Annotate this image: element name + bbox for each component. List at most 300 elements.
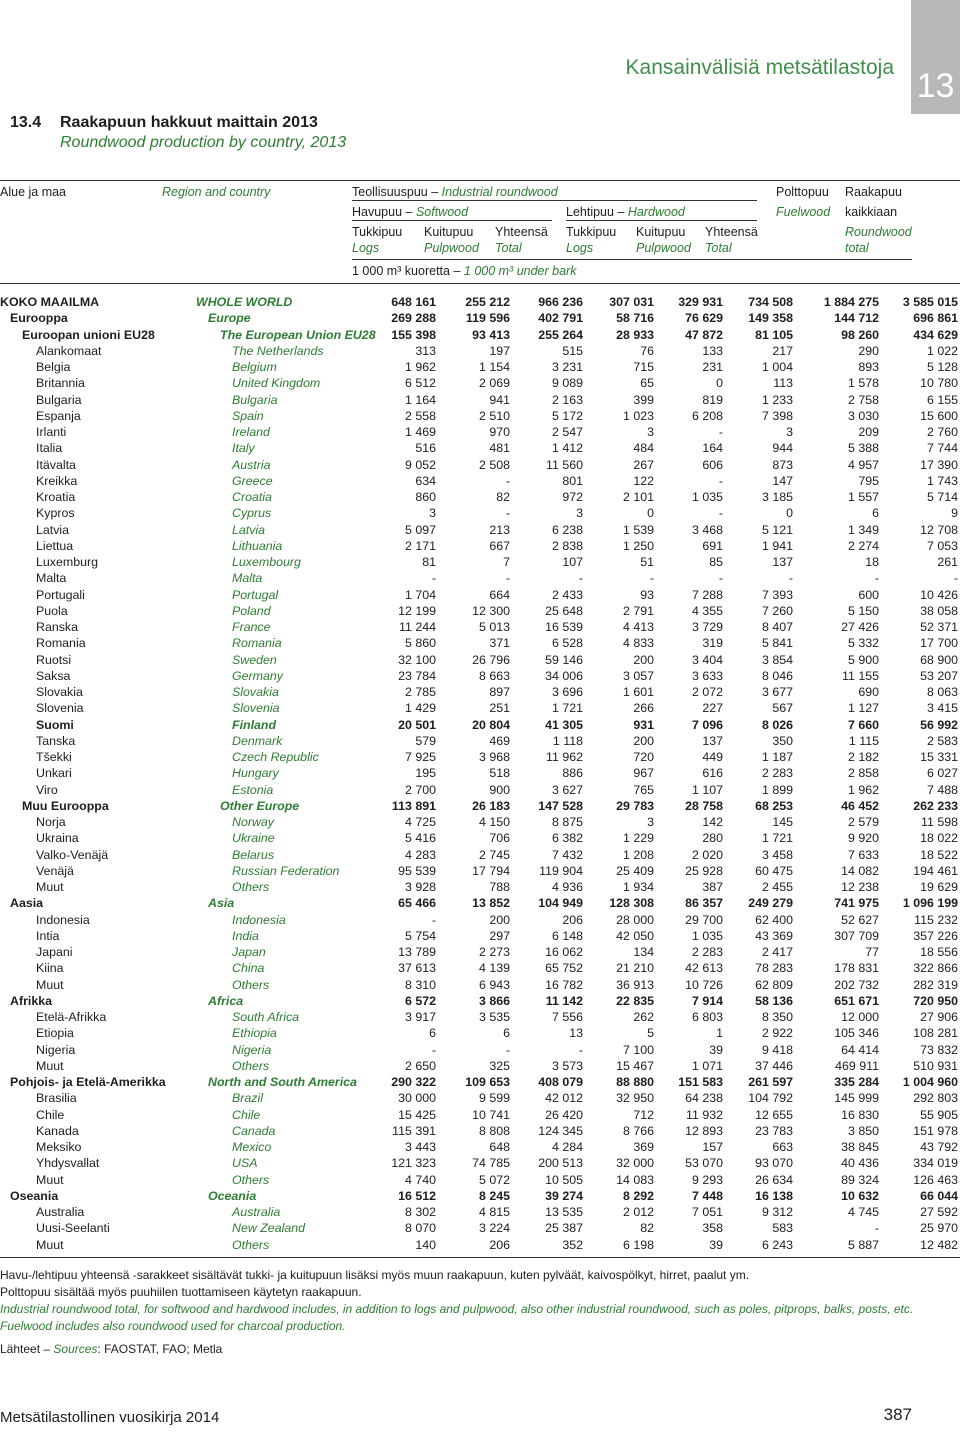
cell-value: 292 803 xyxy=(913,1091,958,1106)
table-row xyxy=(0,717,958,733)
cell-value: 6 xyxy=(503,1026,510,1041)
row-label-fi: Oseania xyxy=(10,1188,59,1203)
cell-value: 78 283 xyxy=(755,961,793,976)
col-soft-logs-fi: Tukkipuu xyxy=(352,225,403,239)
cell-value: 2 785 xyxy=(404,685,436,699)
cell-value: 231 xyxy=(702,360,723,374)
cell-value: 15 425 xyxy=(398,1107,436,1122)
cell-value: 616 xyxy=(702,766,723,781)
col-roundwood-en2: total xyxy=(845,241,869,255)
col-hard-total-en: Total xyxy=(705,241,732,255)
cell-value: 9 293 xyxy=(691,1172,723,1187)
table-row xyxy=(0,603,958,619)
cell-value: 20 501 xyxy=(398,717,436,732)
cell-value: 39 xyxy=(709,1237,723,1252)
cell-value: 23 784 xyxy=(398,668,436,683)
row-label-fi: Indonesia xyxy=(36,912,90,927)
cell-value: 104 949 xyxy=(538,896,583,911)
cell-value: 1 035 xyxy=(691,490,723,504)
note-en: Industrial roundwood total, for softwood and hardwood includes, in addition to logs and pulpwood, also other industrial roundwood, such as poles, pitprops, balks, posts, etc. Fuelwood includes also roundwood used for charcoal production. xyxy=(0,1302,914,1333)
cell-value: 36 913 xyxy=(616,977,654,992)
cell-value: 2 171 xyxy=(404,538,436,553)
cell-value: 2 283 xyxy=(761,766,793,781)
cell-value: 2 274 xyxy=(847,538,879,553)
data-table-body xyxy=(0,294,958,1253)
cell-value: 14 082 xyxy=(841,863,879,878)
row-label-fi: Japani xyxy=(36,945,73,959)
cell-value: 42 613 xyxy=(685,961,723,976)
table-row xyxy=(0,1107,958,1123)
row-label-fi: Eurooppa xyxy=(10,311,68,326)
cell-value: 200 513 xyxy=(538,1156,583,1171)
cell-value: 26 420 xyxy=(545,1107,583,1122)
row-label-fi: Puola xyxy=(36,603,68,618)
cell-value: 7 660 xyxy=(847,717,879,732)
table-row xyxy=(0,1172,958,1188)
row-label-en: Africa xyxy=(208,993,244,1008)
row-label-en: Belarus xyxy=(232,847,275,862)
cell-value: 13 852 xyxy=(472,896,510,911)
cell-value: 900 xyxy=(489,782,510,797)
cell-value: 8 808 xyxy=(478,1123,510,1138)
note-fi-1: Havu-/lehtipuu yhteensä -sarakkeet sisältävät tukki- ja kuitupuun lisäksi myös muun raakapuun, kuten pylväät, kaivospölkyt, hirret, paalut ym. xyxy=(0,1268,750,1282)
cell-value: 12 893 xyxy=(685,1123,723,1138)
row-label-fi: Nigeria xyxy=(36,1042,76,1057)
row-label-en: Norway xyxy=(232,815,274,829)
table-row xyxy=(0,782,958,798)
row-label-fi: Suomi xyxy=(36,717,74,732)
cell-value: 65 xyxy=(640,376,654,391)
cell-value: 81 xyxy=(422,555,436,569)
cell-value: 3 458 xyxy=(761,847,793,862)
cell-value: 42 012 xyxy=(545,1091,583,1106)
cell-value: 5 097 xyxy=(404,522,436,537)
table-row xyxy=(0,424,958,440)
cell-value: 819 xyxy=(702,392,723,407)
cell-value: 4 355 xyxy=(691,603,723,618)
cell-value: 149 358 xyxy=(748,311,793,326)
cell-value: 290 xyxy=(858,343,879,358)
table-row xyxy=(0,684,958,700)
row-label-en: WHOLE WORLD xyxy=(196,295,293,309)
cell-value: 10 726 xyxy=(685,977,723,992)
row-label-en: Cyprus xyxy=(232,506,272,521)
cell-value: - xyxy=(431,1042,436,1057)
cell-value: 151 583 xyxy=(678,1075,723,1089)
cell-value: 2 283 xyxy=(691,945,723,959)
cell-value: 335 284 xyxy=(834,1075,879,1089)
cell-value: 25 648 xyxy=(545,603,583,618)
cell-value: 3 xyxy=(647,425,654,439)
cell-value: 1 096 199 xyxy=(902,896,958,911)
cell-value: 2 858 xyxy=(847,766,879,781)
cell-value: 18 556 xyxy=(920,945,958,959)
cell-value: 81 105 xyxy=(755,327,793,342)
row-label-fi: Slovakia xyxy=(36,685,83,699)
row-label-fi: Slovenia xyxy=(36,701,84,716)
cell-value: 18 xyxy=(865,555,879,569)
table-row xyxy=(0,733,958,749)
cell-value: 5 013 xyxy=(478,620,510,634)
cell-value: 16 782 xyxy=(545,977,583,992)
cell-value: 4 413 xyxy=(622,620,654,634)
cell-value: 567 xyxy=(772,701,793,716)
row-label-en: Japan xyxy=(232,945,266,959)
cell-value: - xyxy=(788,571,793,586)
cell-value: 1 557 xyxy=(847,490,879,504)
cell-value: 3 415 xyxy=(926,701,958,716)
cell-value: 648 xyxy=(489,1140,510,1154)
table-row xyxy=(0,554,958,570)
cell-value: 387 xyxy=(702,880,723,894)
col-soft-pulp-en: Pulpwood xyxy=(424,241,479,255)
cell-value: - xyxy=(718,425,723,439)
table-row xyxy=(0,392,958,408)
cell-value: 6 148 xyxy=(551,928,583,943)
cell-value: 55 905 xyxy=(920,1107,958,1122)
row-label-en: Nigeria xyxy=(232,1042,272,1057)
row-label-fi: Ruotsi xyxy=(36,652,72,667)
cell-value: 3 xyxy=(786,425,793,439)
cell-value: 11 560 xyxy=(546,457,583,472)
row-label-fi: Intia xyxy=(36,928,60,943)
cell-value: 5 388 xyxy=(847,441,879,456)
row-label-fi: Muut xyxy=(36,1237,64,1252)
cell-value: 11 155 xyxy=(842,668,879,683)
row-label-fi: KOKO MAAILMA xyxy=(0,295,100,309)
cell-value: 2 433 xyxy=(551,587,583,602)
col-soft-pulp-fi: Kuitupuu xyxy=(424,225,474,239)
cell-value: 52 371 xyxy=(920,620,958,634)
cell-value: 8 026 xyxy=(761,717,793,732)
row-label-fi: Muut xyxy=(36,1172,64,1187)
cell-value: 600 xyxy=(858,587,879,602)
cell-value: 3 850 xyxy=(847,1123,879,1138)
cell-value: 944 xyxy=(772,441,793,456)
cell-value: 1 115 xyxy=(848,733,879,748)
row-label-fi: Italia xyxy=(36,441,63,456)
cell-value: 266 xyxy=(633,701,654,716)
data-table xyxy=(0,294,958,1253)
cell-value: 108 281 xyxy=(913,1026,958,1041)
cell-value: 142 xyxy=(702,815,723,829)
cell-value: 164 xyxy=(702,441,723,456)
table-row xyxy=(0,798,958,814)
cell-value: 43 369 xyxy=(755,928,793,943)
row-label-fi: Etelä-Afrikka xyxy=(36,1010,107,1024)
row-label-en: Greece xyxy=(232,473,273,488)
cell-value: 17 794 xyxy=(472,863,510,878)
cell-value: 5 887 xyxy=(847,1237,879,1252)
cell-value: 1 704 xyxy=(404,587,436,602)
row-label-fi: Ranska xyxy=(36,620,79,634)
cell-value: 1 229 xyxy=(622,831,654,846)
cell-value: 5 128 xyxy=(926,360,958,374)
row-label-fi: Muut xyxy=(36,880,64,894)
table-row xyxy=(0,1237,958,1253)
cell-value: 4 283 xyxy=(404,847,436,862)
cell-value: 7 488 xyxy=(926,782,958,797)
cell-value: 206 xyxy=(489,1237,510,1252)
cell-value: 7 051 xyxy=(691,1205,723,1219)
cell-value: 22 835 xyxy=(616,993,654,1008)
cell-value: 7 xyxy=(503,555,510,569)
cell-value: 706 xyxy=(489,831,510,846)
cell-value: 1 884 275 xyxy=(823,295,879,309)
cell-value: 10 505 xyxy=(545,1172,583,1187)
cell-value: 15 600 xyxy=(920,408,958,423)
row-label-en: Croatia xyxy=(232,490,272,504)
cell-value: 255 264 xyxy=(538,327,583,342)
col-roundwood-fi2: kaikkiaan xyxy=(845,205,898,219)
cell-value: 86 357 xyxy=(685,896,723,911)
cell-value: 7 100 xyxy=(622,1042,654,1057)
cell-value: 1 187 xyxy=(761,750,793,764)
cell-value: 7 925 xyxy=(404,750,436,764)
table-row xyxy=(0,928,958,944)
col-hard-logs-fi: Tukkipuu xyxy=(566,225,617,239)
cell-value: 469 911 xyxy=(835,1058,879,1073)
cell-value: 147 528 xyxy=(538,798,583,813)
cell-value: 2 455 xyxy=(761,880,793,894)
cell-value: 4 936 xyxy=(551,880,583,894)
cell-value: 115 232 xyxy=(914,912,958,927)
row-label-en: Romania xyxy=(232,636,282,651)
cell-value: 1 023 xyxy=(622,408,654,423)
cell-value: 213 xyxy=(489,522,510,537)
cell-value: 13 xyxy=(569,1026,583,1041)
cell-value: 133 xyxy=(702,343,723,358)
cell-value: 93 070 xyxy=(755,1156,793,1171)
cell-value: 897 xyxy=(489,685,510,699)
cell-value: 1 004 xyxy=(761,360,793,374)
cell-value: 972 xyxy=(562,490,583,504)
cell-value: 9 599 xyxy=(478,1091,510,1106)
cell-value: 691 xyxy=(702,538,723,553)
cell-value: 690 xyxy=(858,685,879,699)
cell-value: 3 057 xyxy=(622,668,654,683)
cell-value: 64 414 xyxy=(841,1042,879,1057)
cell-value: 137 xyxy=(772,555,793,569)
cell-value: 5 900 xyxy=(847,652,879,667)
cell-value: 886 xyxy=(562,766,583,781)
table-row xyxy=(0,700,958,716)
row-label-fi: Valko-Venäjä xyxy=(36,847,109,862)
row-label-fi: Belgia xyxy=(36,360,71,374)
row-label-fi: Viro xyxy=(36,782,58,797)
row-label-en: Europe xyxy=(208,311,251,326)
cell-value: 82 xyxy=(640,1221,654,1236)
cell-value: 137 xyxy=(702,733,723,748)
table-row xyxy=(0,1139,958,1155)
col-hardwood-heading: Lehtipuu – Hardwood xyxy=(566,205,685,219)
cell-value: 765 xyxy=(633,782,654,797)
table-row xyxy=(0,960,958,976)
cell-value: 46 452 xyxy=(841,798,879,813)
cell-value: 95 539 xyxy=(398,863,436,878)
cell-value: 720 950 xyxy=(913,993,958,1008)
cell-value: 8 310 xyxy=(404,977,436,992)
cell-value: 2 020 xyxy=(691,847,723,862)
cell-value: 3 696 xyxy=(551,685,583,699)
row-label-en: Finland xyxy=(232,717,277,732)
table-row xyxy=(0,375,958,391)
row-label-en: India xyxy=(232,928,259,943)
cell-value: 4 725 xyxy=(404,815,436,829)
cell-value: 200 xyxy=(633,652,654,667)
row-label-en: Hungary xyxy=(232,766,279,781)
cell-value: 2 273 xyxy=(478,945,510,959)
cell-value: 795 xyxy=(858,473,879,488)
unit-rule xyxy=(352,259,912,260)
cell-value: - xyxy=(431,912,436,927)
cell-value: 113 xyxy=(773,376,793,391)
table-row xyxy=(0,343,958,359)
cell-value: 28 933 xyxy=(616,327,654,342)
cell-value: 3 443 xyxy=(404,1140,436,1154)
cell-value: 1 118 xyxy=(552,733,583,748)
cell-value: 261 xyxy=(937,555,958,569)
table-row xyxy=(0,944,958,960)
cell-value: 2 700 xyxy=(404,782,436,797)
row-label-en: Others xyxy=(232,1237,270,1252)
cell-value: 1 164 xyxy=(404,392,436,407)
row-label-fi: Euroopan unioni EU28 xyxy=(22,327,155,342)
cell-value: 85 xyxy=(709,555,723,569)
cell-value: 9 052 xyxy=(404,457,436,472)
table-row xyxy=(0,863,958,879)
cell-value: 1 412 xyxy=(551,441,583,456)
cell-value: 3 404 xyxy=(691,652,723,667)
row-label-en: Indonesia xyxy=(232,912,286,927)
cell-value: 157 xyxy=(702,1140,723,1154)
cell-value: 715 xyxy=(633,360,654,374)
cell-value: 39 274 xyxy=(545,1188,583,1203)
table-row xyxy=(0,1188,958,1204)
cell-value: 60 475 xyxy=(755,863,793,878)
row-label-fi: Tanska xyxy=(36,733,76,748)
cell-value: 10 780 xyxy=(920,376,958,391)
row-label-en: Belgium xyxy=(232,360,277,374)
cell-value: 14 083 xyxy=(616,1172,654,1187)
cell-value: 16 539 xyxy=(545,620,583,634)
row-label-fi: Pohjois- ja Etelä-Amerikka xyxy=(10,1075,166,1089)
chapter-number-box xyxy=(911,0,960,114)
table-row xyxy=(0,1042,958,1058)
table-row xyxy=(0,619,958,635)
col-soft-total-en: Total xyxy=(495,241,522,255)
cell-value: 4 815 xyxy=(478,1205,510,1219)
table-row xyxy=(0,1220,958,1236)
cell-value: 2 838 xyxy=(551,538,583,553)
cell-value: 307 031 xyxy=(609,295,654,309)
cell-value: 1 154 xyxy=(478,360,510,374)
cell-value: 53 070 xyxy=(685,1156,723,1171)
cell-value: 3 xyxy=(576,506,583,521)
table-row xyxy=(0,1123,958,1139)
cell-value: 145 xyxy=(772,815,793,829)
cell-value: 15 467 xyxy=(616,1058,654,1073)
cell-value: 6 803 xyxy=(691,1010,723,1024)
cell-value: 371 xyxy=(489,636,510,651)
cell-value: 115 391 xyxy=(392,1123,436,1138)
cell-value: 145 999 xyxy=(834,1091,879,1106)
row-label-fi: Kreikka xyxy=(36,473,78,488)
col-soft-logs-en: Logs xyxy=(352,241,380,255)
cell-value: 13 535 xyxy=(545,1205,583,1219)
cell-value: 1 035 xyxy=(691,928,723,943)
cell-value: 1 004 960 xyxy=(902,1075,958,1089)
cell-value: 194 461 xyxy=(913,863,958,878)
cell-value: 1 721 xyxy=(551,701,583,716)
cell-value: 7 914 xyxy=(691,993,723,1008)
row-label-en: Chile xyxy=(232,1107,261,1122)
cell-value: - xyxy=(505,571,510,586)
row-label-fi: Ukraina xyxy=(36,831,79,846)
cell-value: 1 429 xyxy=(404,701,436,716)
footer-page-number: 387 xyxy=(883,1405,912,1424)
cell-value: 27 906 xyxy=(920,1010,958,1024)
row-label-fi: Tšekki xyxy=(36,750,72,764)
table-row xyxy=(0,895,958,911)
row-label-fi: Brasilia xyxy=(36,1091,77,1106)
cell-value: 6 243 xyxy=(761,1237,793,1252)
table-top-rule xyxy=(0,180,960,181)
section-number: 13.4 xyxy=(10,114,42,131)
cell-value: 23 783 xyxy=(755,1123,793,1138)
cell-value: 7 393 xyxy=(761,587,793,602)
row-label-en: Germany xyxy=(232,668,283,683)
col-soft-total-fi: Yhteensä xyxy=(495,225,548,239)
cell-value: 510 931 xyxy=(913,1058,958,1073)
cell-value: 53 207 xyxy=(920,668,958,683)
softwood-rule xyxy=(352,220,552,221)
cell-value: 29 783 xyxy=(616,798,654,813)
cell-value: 352 xyxy=(562,1237,583,1252)
cell-value: 12 708 xyxy=(920,522,958,537)
row-label-en: Slovakia xyxy=(232,685,279,699)
cell-value: 155 398 xyxy=(391,327,436,342)
cell-value: 8 766 xyxy=(622,1123,654,1138)
cell-value: 197 xyxy=(489,343,510,358)
cell-value: 3 030 xyxy=(847,408,879,423)
cell-value: 970 xyxy=(489,425,510,439)
cell-value: 26 796 xyxy=(472,652,510,667)
cell-value: 2 745 xyxy=(478,847,510,862)
unit-label: 1 000 m³ kuoretta – 1 000 m³ under bark xyxy=(352,264,577,278)
cell-value: 1 469 xyxy=(404,425,436,439)
cell-value: - xyxy=(718,571,723,586)
cell-value: 2 558 xyxy=(404,408,436,423)
table-row xyxy=(0,652,958,668)
cell-value: 801 xyxy=(562,473,583,488)
cell-value: 1 899 xyxy=(761,782,793,797)
cell-value: 2 182 xyxy=(847,750,879,764)
cell-value: 25 409 xyxy=(616,863,654,878)
cell-value: 32 950 xyxy=(616,1091,654,1106)
row-label-fi: Saksa xyxy=(36,668,71,683)
row-label-en: New Zealand xyxy=(232,1221,306,1236)
cell-value: 2 650 xyxy=(404,1058,436,1073)
cell-value: 202 732 xyxy=(834,977,879,992)
cell-value: 2 758 xyxy=(847,392,879,407)
cell-value: 1 743 xyxy=(926,473,958,488)
cell-value: 16 512 xyxy=(398,1188,436,1203)
cell-value: 313 xyxy=(415,343,436,358)
cell-value: - xyxy=(953,571,958,586)
cell-value: 319 xyxy=(702,636,723,651)
cell-value: - xyxy=(578,571,583,586)
